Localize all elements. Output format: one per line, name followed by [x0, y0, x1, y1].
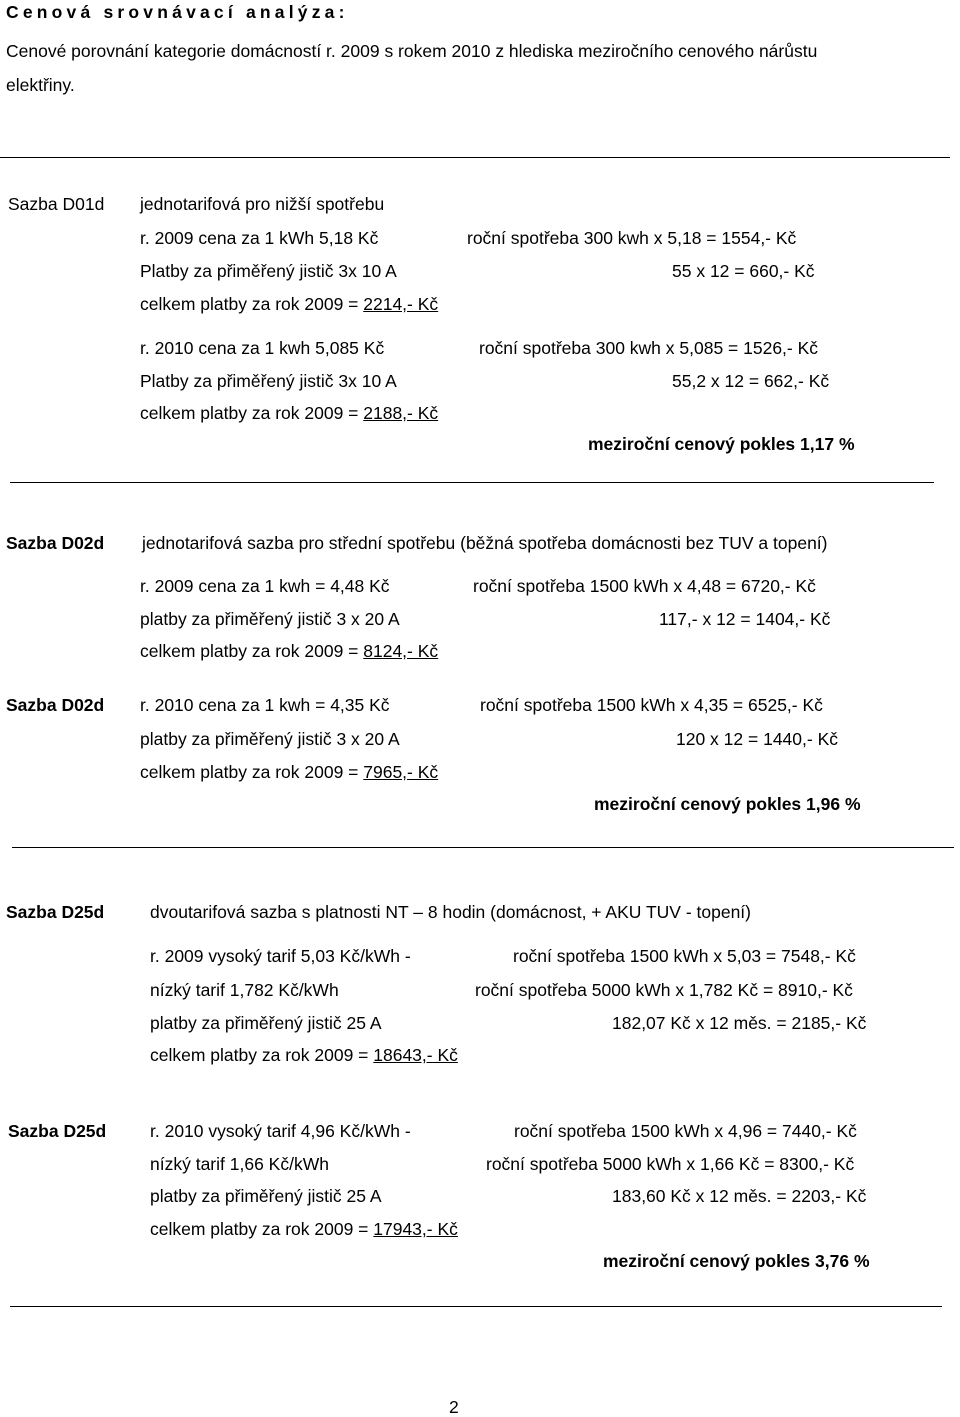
d25d-2010-breaker-calc: 183,60 Kč x 12 měs. = 2203,- Kč [612, 1186, 867, 1206]
d25d-2009-low-tariff: nízký tarif 1,782 Kč/kWh [150, 980, 339, 1000]
divider-top [0, 157, 950, 158]
d02d-2009-breaker-calc: 117,- x 12 = 1404,- Kč [659, 609, 831, 629]
d25d-2009-breaker-calc: 182,07 Kč x 12 měs. = 2185,- Kč [612, 1013, 867, 1033]
document-title: Cenová srovnávací analýza: [6, 2, 349, 22]
d25d-2010-high-calc: roční spotřeba 1500 kWh x 4,96 = 7440,- Kč [514, 1121, 857, 1141]
total-prefix: celkem platby za rok 2009 = [140, 641, 364, 661]
total-prefix: celkem platby za rok 2009 = [140, 403, 364, 423]
d02d-summary: meziroční cenový pokles 1,96 % [594, 794, 861, 814]
page-number: 2 [449, 1397, 459, 1417]
d25d-2010-low-tariff: nízký tarif 1,66 Kč/kWh [150, 1154, 329, 1174]
d25d-label: Sazba D25d [6, 902, 105, 922]
divider-d25d [10, 1306, 942, 1307]
d01d-description: jednotarifová pro nižší spotřebu [140, 194, 385, 214]
total-value: 2214,- Kč [363, 294, 439, 314]
total-value: 18643,- Kč [373, 1045, 458, 1065]
d01d-2009-breaker: Platby za přiměřený jistič 3x 10 A [140, 261, 397, 281]
d01d-summary: meziroční cenový pokles 1,17 % [588, 434, 855, 454]
d02d-2010-annual: roční spotřeba 1500 kWh x 4,35 = 6525,- Kč [480, 695, 823, 715]
divider-d02d [12, 847, 954, 848]
d01d-2010-annual: roční spotřeba 300 kwh x 5,085 = 1526,- Kč [479, 338, 819, 358]
total-prefix: celkem platby za rok 2009 = [150, 1045, 374, 1065]
d02d-description: jednotarifová sazba pro střední spotřebu (běžná spotřeba domácnosti bez TUV a topení) [142, 533, 828, 553]
d01d-2010-total [140, 405, 438, 423]
d25d-2009-high-calc: roční spotřeba 1500 kWh x 5,03 = 7548,- Kč [513, 946, 856, 966]
intro-line-2: elektřiny. [6, 75, 75, 95]
d01d-label: Sazba D01d [8, 194, 105, 214]
d01d-2009-total [140, 296, 438, 314]
d25d-2010-low-calc: roční spotřeba 5000 kWh x 1,66 Kč = 8300,- Kč [486, 1154, 855, 1174]
d01d-2010-breaker: Platby za přiměřený jistič 3x 10 A [140, 371, 397, 391]
d01d-2009-breaker-calc: 55 x 12 = 660,- Kč [672, 261, 815, 281]
d25d-2009-high-tariff: r. 2009 vysoký tarif 5,03 Kč/kWh - [150, 946, 411, 966]
d02d-label: Sazba D02d [6, 533, 105, 553]
d25d-description: dvoutarifová sazba s platnosti NT – 8 hodin (domácnost, + AKU TUV - topení) [150, 902, 751, 922]
total-value: 7965,- Kč [363, 762, 439, 782]
d02d-2009-price: r. 2009 cena za 1 kwh = 4,48 Kč [140, 576, 390, 596]
total-value: 17943,- Kč [373, 1219, 458, 1239]
d25d-2010-total [150, 1221, 458, 1239]
divider-d01d [10, 482, 934, 483]
d02d-2009-annual: roční spotřeba 1500 kWh x 4,48 = 6720,- Kč [473, 576, 816, 596]
d25d-2009-breaker: platby za přiměřený jistič 25 A [150, 1013, 382, 1033]
d02d-2010-total [140, 764, 438, 782]
d25d-2010-breaker: platby za přiměřený jistič 25 A [150, 1186, 382, 1206]
d25d-2010-high-tariff: r. 2010 vysoký tarif 4,96 Kč/kWh - [150, 1121, 411, 1141]
total-prefix: celkem platby za rok 2009 = [150, 1219, 374, 1239]
d02d-2010-price: r. 2010 cena za 1 kwh = 4,35 Kč [140, 695, 390, 715]
d02d-2009-total [140, 643, 438, 661]
d25d-2009-total [150, 1047, 458, 1065]
total-value: 8124,- Kč [363, 641, 439, 661]
d02d-2010-breaker-calc: 120 x 12 = 1440,- Kč [676, 729, 838, 749]
d02d-2010-breaker: platby za přiměřený jistič 3 x 20 A [140, 729, 400, 749]
d01d-2009-annual: roční spotřeba 300 kwh x 5,18 = 1554,- Kč [467, 228, 797, 248]
d25d-label-2010: Sazba D25d [8, 1121, 107, 1141]
d02d-label-2010: Sazba D02d [6, 695, 105, 715]
total-prefix: celkem platby za rok 2009 = [140, 762, 364, 782]
d01d-2009-price: r. 2009 cena za 1 kWh 5,18 Kč [140, 228, 379, 248]
intro-line-1: Cenové porovnání kategorie domácností r. 2009 s rokem 2010 z hlediska meziročního cenového nárůstu [6, 41, 818, 61]
d25d-2009-low-calc: roční spotřeba 5000 kWh x 1,782 Kč = 8910,- Kč [475, 980, 853, 1000]
d02d-2009-breaker: platby za přiměřený jistič 3 x 20 A [140, 609, 400, 629]
d01d-2010-price: r. 2010 cena za 1 kwh 5,085 Kč [140, 338, 385, 358]
d01d-2010-breaker-calc: 55,2 x 12 = 662,- Kč [672, 371, 830, 391]
total-value: 2188,- Kč [363, 403, 439, 423]
d25d-summary: meziroční cenový pokles 3,76 % [603, 1251, 870, 1271]
total-prefix: celkem platby za rok 2009 = [140, 294, 364, 314]
